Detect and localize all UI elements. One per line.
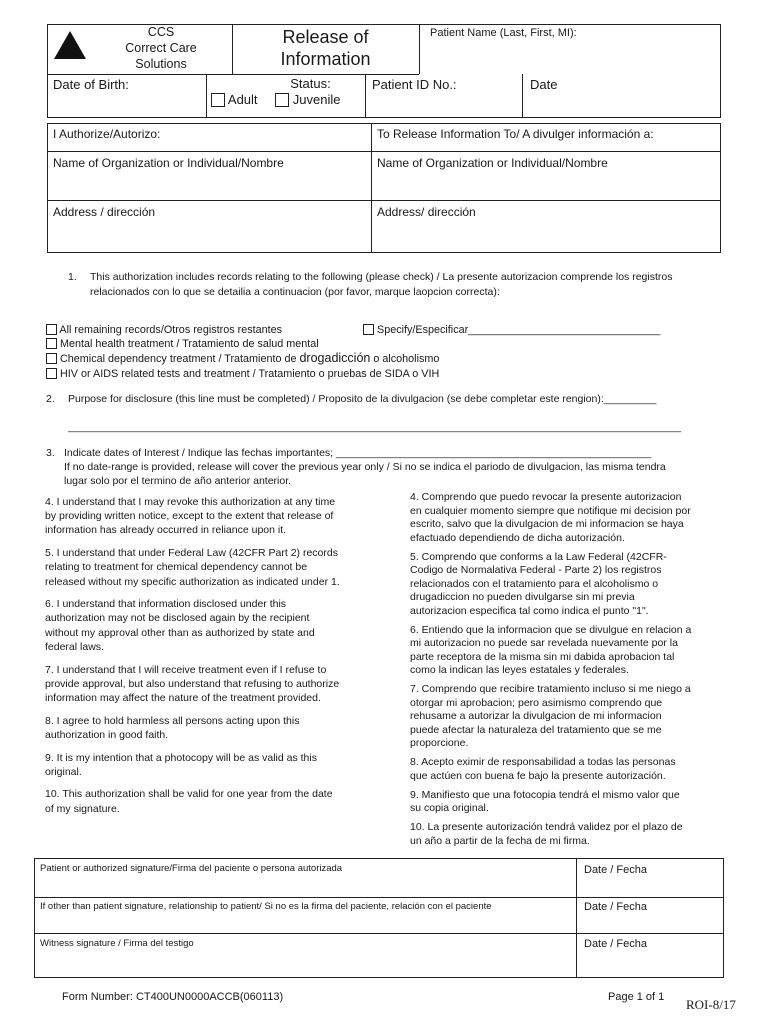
chemical-label-a: Chemical dependency treatment / Tratamiento de — [60, 353, 300, 366]
clause-line: original. — [45, 765, 82, 778]
date1-label: Date / Fecha — [584, 864, 647, 876]
section3-line3: lugar solo por el termino de año anterior anterior. — [64, 475, 292, 487]
clause-line: drugadiccion no pueden divulgarse sin mi previa — [410, 591, 635, 603]
english-clause — [45, 714, 375, 742]
clause-line: 10. This authorization shall be valid for one year from the date — [45, 788, 333, 801]
patient-id-field[interactable] — [372, 94, 518, 116]
mental-health-label: Mental health treatment / Tratamiento de salud mental — [60, 338, 319, 351]
patient-id-label: Patient ID No.: — [372, 77, 457, 92]
logo-triangle-icon — [53, 30, 87, 60]
address-left-label: Address / dirección — [53, 205, 156, 219]
clause-line: 6. I understand that information disclosed under this — [45, 598, 287, 611]
option-specify — [363, 323, 660, 337]
org-right-label: Name of Organization or Individual/Nombre — [377, 156, 608, 170]
patient-signature-field[interactable] — [40, 876, 572, 895]
section1-number: 1. — [68, 271, 77, 283]
section3-number: 3. — [46, 447, 55, 459]
date2-field[interactable] — [584, 915, 720, 931]
clause-line: rehusame a autorizar la divulgacion de mi informacion — [410, 710, 662, 722]
divider — [522, 74, 523, 118]
specify-checkbox[interactable] — [363, 324, 374, 335]
clause-line: 9. Manifiesto que una fotocopia tendrá el mismo valor que — [410, 788, 680, 801]
section1-line2: relacionados con lo que se detailia a continuacion (por favor, marque laopcion correcta): — [90, 286, 500, 298]
clause-line: of my signature. — [45, 802, 120, 815]
clause-line: relacionados con el tratamiento para el alcoholismo o — [410, 577, 659, 590]
english-clause — [45, 495, 375, 538]
date3-label: Date / Fecha — [584, 938, 647, 950]
clause-line: federal laws. — [45, 640, 104, 653]
clause-line: released without my specific authorization as indicated under 1. — [45, 575, 340, 588]
date1-field[interactable] — [584, 878, 720, 895]
clause-line: 5. Comprendo que conforms a la Law Federal (42CFR- — [410, 550, 667, 563]
english-clause — [45, 751, 375, 779]
clause-line: 7. I understand that I will receive treatment even if I refuse to — [45, 663, 327, 676]
option-chemical — [46, 351, 439, 366]
org-left-label: Name of Organization or Individual/Nombre — [53, 156, 284, 170]
spanish-clause — [410, 491, 730, 545]
spanish-clauses — [410, 491, 730, 854]
org-line3: Solutions — [135, 57, 187, 71]
section3-line1: Indicate dates of Interest / Indique las fechas importantes; ______________________________________________________ — [64, 447, 652, 459]
chemical-label-c: o alcoholismo — [370, 353, 440, 366]
relationship-field[interactable] — [40, 914, 572, 931]
org-line2: Correct Care — [125, 41, 197, 55]
dob-field[interactable] — [53, 94, 203, 116]
clause-line: en cualquier momento siempre que notifique mi decision por — [410, 504, 691, 517]
clause-line: 9. It is my intention that a photocopy will be as valid as this — [45, 751, 317, 764]
page-title — [232, 26, 419, 70]
juvenile-checkbox[interactable] — [275, 93, 289, 107]
clause-line: proporcione. — [410, 737, 469, 749]
patient-name-field[interactable] — [430, 44, 715, 72]
section3-line2: If no date-range is provided, release will cover the previous year only / Si no se indica el pariodo de divulgacion, las misma tendra — [64, 461, 666, 473]
spanish-clause — [410, 683, 730, 751]
clause-line: parte receptora de la misma sin mi dabida aprobacion tal — [410, 650, 675, 663]
title-line2: Information — [280, 49, 371, 69]
dob-label: Date of Birth: — [53, 77, 129, 92]
date2-label: Date / Fecha — [584, 901, 647, 913]
spanish-clause — [410, 789, 730, 816]
clause-line: un año a partir de la fecha de mi firma. — [410, 834, 590, 847]
clause-line: su copia original. — [410, 802, 489, 814]
spanish-clause — [410, 551, 730, 619]
chemical-checkbox[interactable] — [46, 353, 57, 364]
divider — [576, 858, 577, 978]
juvenile-label: Juvenile — [292, 92, 341, 107]
divider — [47, 74, 419, 75]
clause-line: mi autorizacion no puede sar revelada nuevamente por la — [410, 637, 678, 649]
clause-line: 4. I understand that I may revoke this authorization at any time — [45, 496, 336, 508]
status-label: Status: — [290, 76, 331, 91]
spanish-clause — [410, 756, 730, 783]
hiv-label: HIV or AIDS related tests and treatment / Tratamiento o pruebas de SIDA o VIH — [60, 367, 440, 380]
clause-line: 10. La presente autorización tendrá validez por el plazo de — [410, 821, 683, 833]
clause-line: information has already occurred in reliance upon it. — [45, 524, 287, 537]
clause-line: 8. I agree to hold harmless all persons acting upon this — [45, 714, 300, 727]
option-hiv — [46, 367, 439, 381]
relationship-label: If other than patient signature, relationship to patient/ Si no es la firma del paciente, relación con el paciente — [40, 901, 492, 912]
adult-label: Adult — [227, 92, 258, 107]
page-number: Page 1 of 1 — [608, 991, 665, 1003]
adult-checkbox[interactable] — [211, 93, 225, 107]
clause-line: provide approval, but also understand that refusing to authorize — [45, 677, 340, 690]
clause-line: authorization may not be disclosed again by the recipient — [45, 612, 310, 625]
form-number: Form Number: CT400UN0000ACCB(060113) — [62, 991, 284, 1003]
english-clause — [45, 546, 375, 589]
witness-field[interactable] — [40, 951, 572, 975]
address-left-field[interactable] — [53, 221, 367, 251]
clause-line: 8. Acepto eximir de responsabilidad a todas las personas — [410, 756, 676, 768]
all-records-checkbox[interactable] — [46, 324, 57, 335]
section2-text: Purpose for disclosure (this line must be completed) / Proposito de la divulgacion (se debe completar este rengion):_________ — [68, 393, 657, 405]
authorize-label: I Authorize/Autorizo: — [53, 127, 161, 141]
clause-line: otorgar mi aprobacion; pero asimismo comprendo que — [410, 696, 663, 709]
address-right-label: Address/ dirección — [377, 205, 476, 219]
patient-signature-label: Patient or authorized signature/Firma del paciente o persona autorizada — [40, 863, 343, 874]
org-line1: CCS — [147, 25, 175, 39]
clause-line: 6. Entiendo que la informacion que se divulgue en relacion a — [410, 623, 692, 636]
clause-line: by providing written notice, except to the extent that release of — [45, 510, 334, 523]
mental-health-checkbox[interactable] — [46, 338, 57, 349]
status-group — [206, 76, 365, 107]
section1-line1: This authorization includes records relating to the following (please check) / La presente autorizacion comprende los registros — [90, 271, 673, 283]
all-records-label: All remaining records/Otros registros restantes — [59, 324, 283, 336]
section3-text — [64, 446, 724, 488]
title-line1: Release of — [282, 27, 369, 47]
divider — [47, 200, 721, 201]
english-clause — [45, 663, 375, 706]
clause-line: 7. Comprendo que recibire tratamiento incluso si me niego a — [410, 683, 691, 695]
roi-code: ROI-8/17 — [686, 997, 736, 1012]
date3-field[interactable] — [584, 952, 720, 975]
clause-line: que actúen con buena fe bajo la presente autorización. — [410, 769, 666, 782]
section1-text — [90, 270, 730, 299]
divider — [34, 933, 724, 934]
divider — [371, 123, 372, 253]
date-field[interactable] — [530, 94, 716, 116]
clause-line: information may affect the nature of the treatment provided. — [45, 691, 321, 704]
hiv-checkbox[interactable] — [46, 368, 57, 379]
witness-label: Witness signature / Firma del testigo — [40, 938, 194, 949]
spanish-clause — [410, 624, 730, 678]
clause-line: como la indican las leyes estatales y federales. — [410, 664, 629, 676]
spanish-clause — [410, 821, 730, 848]
clause-line: authorization in good faith. — [45, 728, 169, 741]
clause-line: relating to treatment for chemical dependency cannot be — [45, 561, 308, 574]
section2-number: 2. — [46, 393, 55, 405]
divider — [47, 151, 721, 152]
divider — [34, 897, 724, 898]
english-clause — [45, 597, 375, 654]
date-label: Date — [530, 77, 558, 92]
divider — [419, 24, 420, 74]
clause-line: without my approval other than as authorized by state and — [45, 626, 315, 639]
org-name — [90, 24, 232, 72]
patient-name-label: Patient Name (Last, First, MI): — [430, 27, 577, 39]
english-clause — [45, 787, 375, 815]
chemical-label-b: drogadicción — [299, 351, 371, 366]
clause-line: 4. Comprendo que puedo revocar la presente autorizacion — [410, 491, 682, 503]
org-left-field[interactable] — [53, 172, 367, 198]
clause-line: escrito, salvo que la divulgacion de mi informacion se haya — [410, 518, 684, 530]
address-right-field[interactable] — [377, 221, 717, 251]
org-right-field[interactable] — [377, 172, 717, 198]
option-mental-health — [46, 337, 439, 351]
divider — [365, 74, 366, 118]
clause-line: autorizacion especifica tal como indica el punto "1". — [410, 604, 649, 617]
release-to-label: To Release Information To/ A divulger información a: — [377, 127, 654, 141]
clause-line: Codigo de Normalativa Federal - Parte 2) los registros — [410, 564, 662, 576]
purpose-blank-line[interactable]: _________________________________________________________________________________________________________ — [68, 421, 682, 433]
clause-line: puede afectar la naturaleza del tratamiento que se me — [410, 723, 662, 736]
clause-line: efactuado dependiendo de dicha autorización. — [410, 531, 625, 544]
clause-line: 5. I understand that under Federal Law (42CFR Part 2) records — [45, 547, 338, 560]
specify-label: Specify/Especificar________________________________ — [377, 324, 661, 336]
english-clauses — [45, 495, 375, 824]
